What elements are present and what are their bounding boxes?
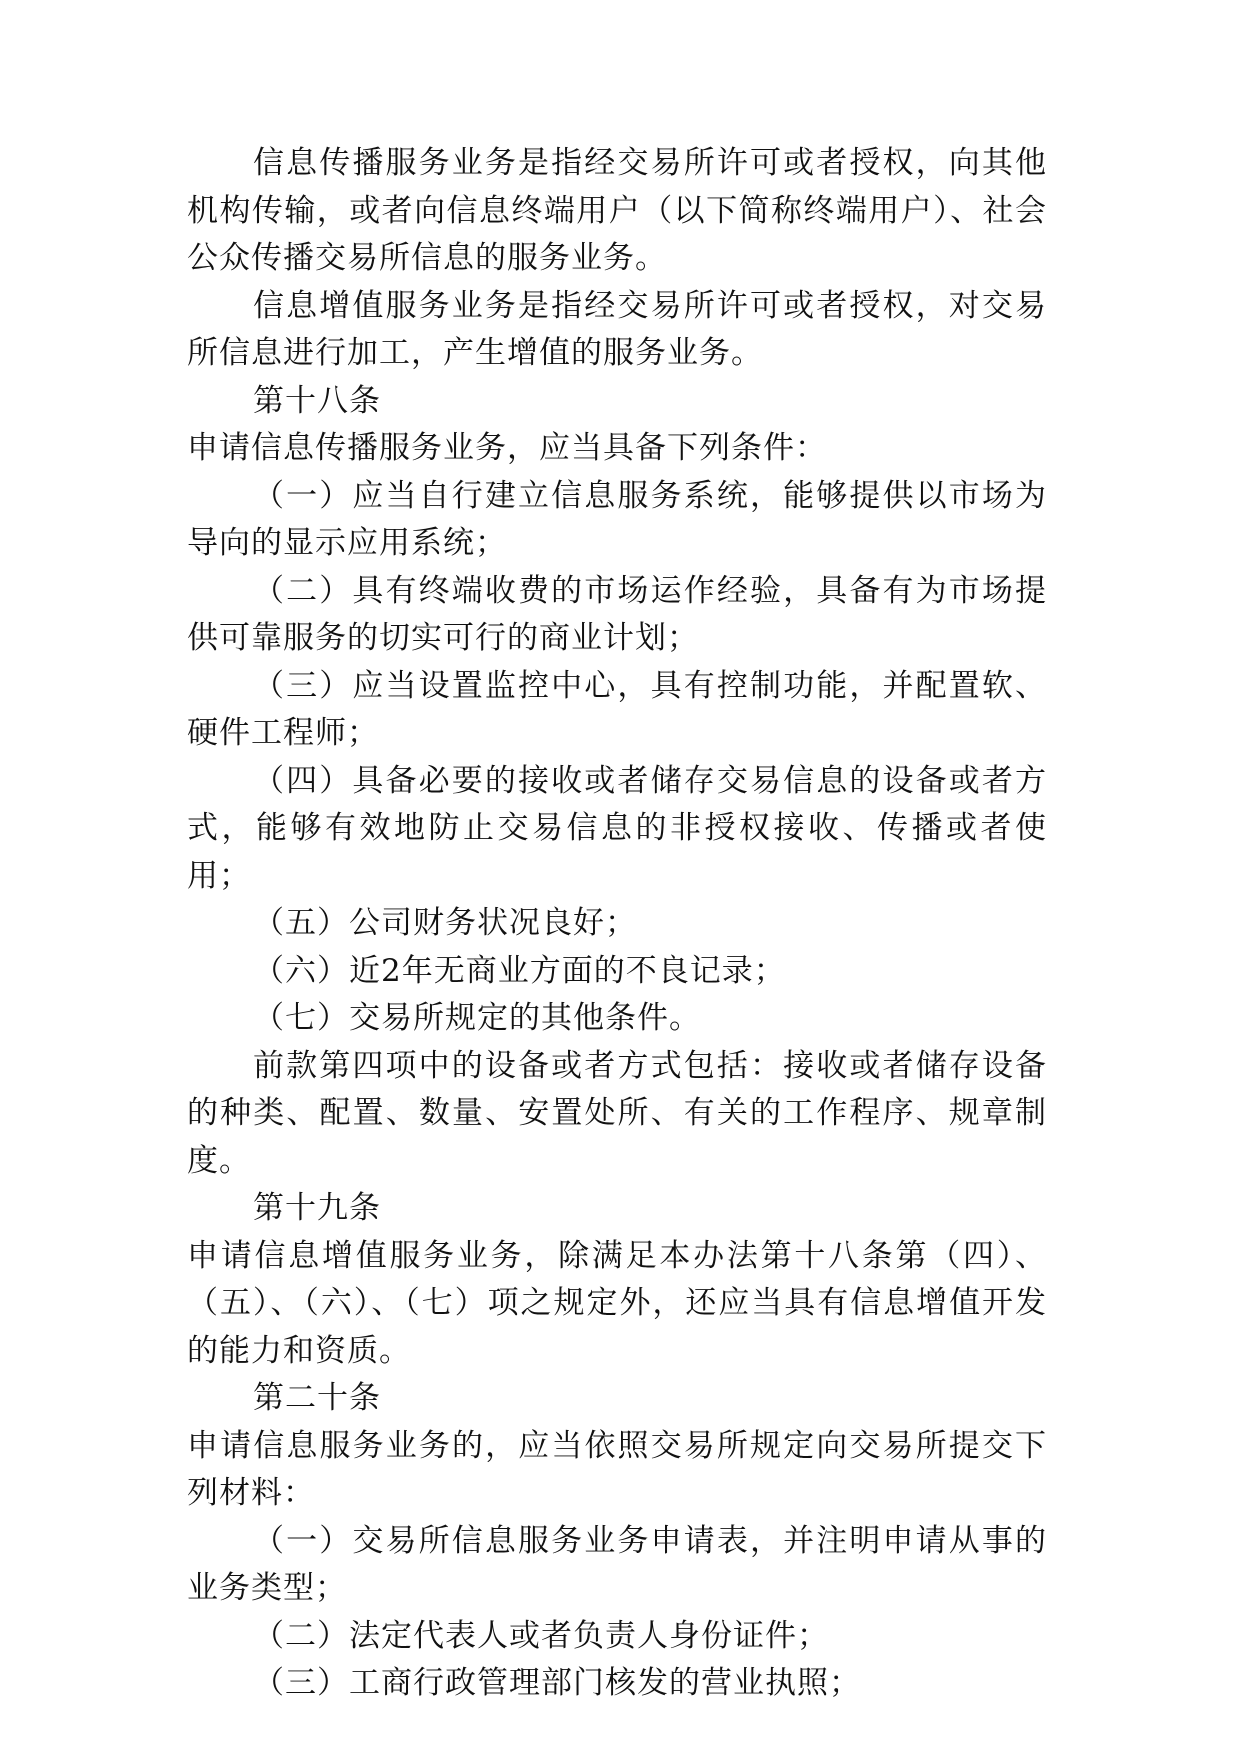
article-20-heading: 第二十条 <box>253 1380 381 1416</box>
article-20-item: （二）法定代表人或者负责人身份证件； <box>253 1617 829 1654</box>
paragraph-info-dissemination: 信息传播服务业务是指经交易所许可或者授权，向其他机构传输，或者向信息终端用户（以下简称终端用户）、社会公众传播交易所信息的服务业务。 <box>187 145 1047 276</box>
article-19-heading: 第十九条 <box>253 1190 381 1226</box>
article-18-note: 前款第四项中的设备或者方式包括：接收或者储存设备的种类、配置、数量、安置处所、有关的工作程序、规章制度。 <box>187 1047 1047 1179</box>
article-18-item: （六）近2年无商业方面的不良记录； <box>253 952 786 989</box>
article-20-item: （一）交易所信息服务业务申请表，并注明申请从事的业务类型； <box>187 1522 1047 1606</box>
article-18-heading: 第十八条 <box>253 382 381 419</box>
article-18-item: （二）具有终端收费的市场运作经验，具备有为市场提供可靠服务的切实可行的商业计划； <box>187 572 1047 656</box>
article-18-item: （一）应当自行建立信息服务系统，能够提供以市场为导向的显示应用系统； <box>187 477 1047 561</box>
article-18-item: （三）应当设置监控中心，具有控制功能，并配置软、硬件工程师； <box>187 667 1047 751</box>
article-20-intro: 申请信息服务业务的，应当依照交易所规定向交易所提交下列材料： <box>187 1427 1047 1511</box>
article-19-body: 申请信息增值服务业务，除满足本办法第十八条第（四）、（五）、（六）、（七）项之规定外，还应当具有信息增值开发的能力和资质。 <box>187 1237 1047 1369</box>
article-18-item: （五）公司财务状况良好； <box>253 905 637 941</box>
paragraph-info-value-added: 信息增值服务业务是指经交易所许可或者授权，对交易所信息进行加工，产生增值的服务业务。 <box>187 287 1047 371</box>
article-18-item: （四）具备必要的接收或者储存交易信息的设备或者方式，能够有效地防止交易信息的非授权接收、传播或者使用； <box>187 762 1047 894</box>
article-20-item: （三）工商行政管理部门核发的营业执照； <box>253 1665 861 1701</box>
article-18-intro: 申请信息传播服务业务，应当具备下列条件： <box>187 430 827 466</box>
document-page <box>187 140 1047 1708</box>
article-18-item: （七）交易所规定的其他条件。 <box>253 1000 701 1036</box>
